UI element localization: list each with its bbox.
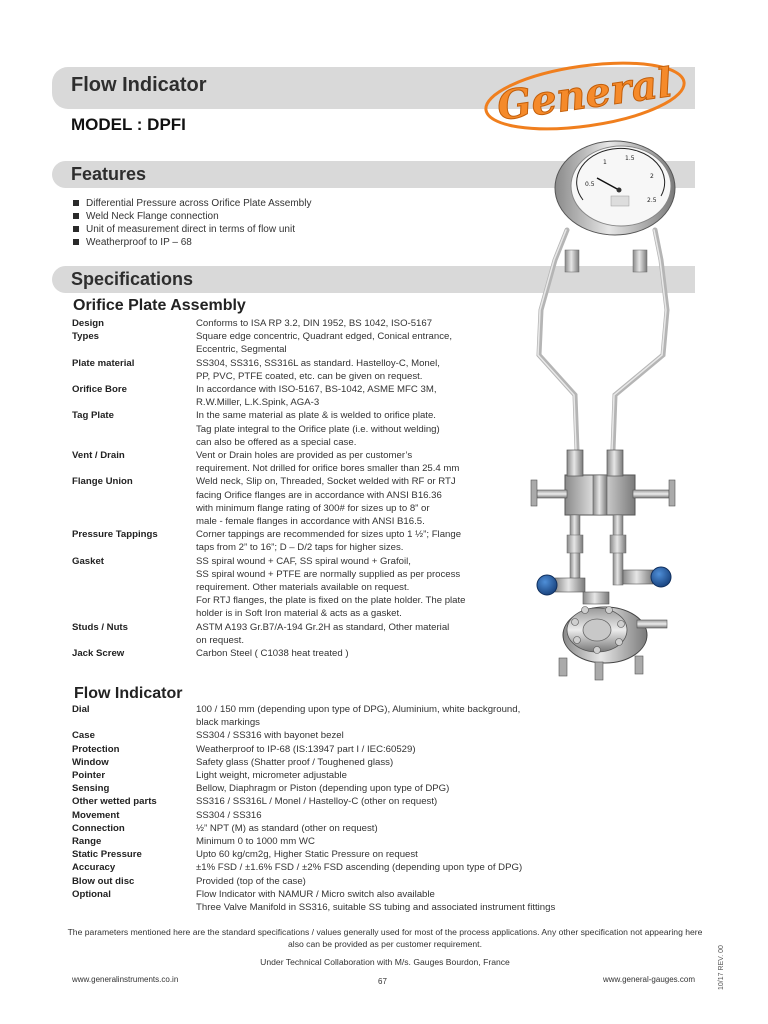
spec-row — [72, 409, 512, 449]
spec-value: Square edge concentric, Quadrant edged, Conical entrance, Eccentric, Segmental — [196, 331, 453, 356]
valve-handwheel — [623, 567, 671, 587]
gauge-tick: 2 — [650, 173, 654, 180]
spec-label: Pointer — [72, 770, 106, 782]
spec-label: Protection — [72, 743, 120, 755]
spec-value: ASTM A193 Gr.B7/A-194 Gr.2H as standard, Other material on request. — [196, 621, 450, 646]
spec-value: SS316 / SS316L / Monel / Hastelloy-C (other on request) — [196, 796, 438, 808]
spec-row — [72, 848, 592, 861]
spec-value: Provided (top of the case) — [196, 875, 306, 887]
spec-row — [72, 743, 592, 756]
spec-value: In accordance with ISO-5167, BS-1042, ASME MFC 3M, R.W.Miller, L.K.Spink, AGA-3 — [196, 384, 437, 409]
spec-row — [72, 888, 592, 914]
gauge-tick: 1.5 — [625, 155, 635, 162]
spec-value: Weatherproof to IP-68 (IS:13947 part I / IEC:60529) — [196, 743, 416, 755]
spec-row — [72, 809, 592, 822]
spec-row — [72, 756, 592, 769]
spec-row — [72, 835, 592, 848]
gauge-tick: 0.5 — [585, 181, 595, 188]
revision-label: 10/17 REV. 00 — [718, 945, 725, 990]
spec-value: ½” NPT (M) as standard (other on request) — [196, 822, 378, 834]
impulse-tubing — [539, 230, 667, 450]
spec-label: Studs / Nuts — [72, 621, 128, 633]
spec-label: Other wetted parts — [72, 796, 157, 808]
spec-row — [72, 528, 512, 554]
spec-label: Window — [72, 756, 109, 768]
spec-row — [72, 475, 512, 528]
spec-value: Corner tappings are recommended for sizes upto 1 ½”; Flange taps from 2” to 16”; D – D/2 taps for higher sizes. — [196, 529, 462, 554]
spec-row — [72, 647, 512, 660]
spec-label: Flange Union — [72, 476, 133, 488]
spec-label: Connection — [72, 822, 125, 834]
logo-text: General — [494, 58, 676, 131]
spec-value: ±1% FSD / ±1.6% FSD / ±2% FSD ascending (depending upon type of DPG) — [196, 862, 523, 874]
feature-item: Weatherproof to IP – 68 — [72, 236, 311, 249]
spec-value: Minimum 0 to 1000 mm WC — [196, 836, 315, 848]
features-list — [72, 197, 311, 249]
spec-row — [72, 357, 512, 383]
feature-item: Weld Neck Flange connection — [72, 210, 311, 223]
spec-row — [72, 703, 592, 729]
page-number: 67 — [378, 977, 387, 986]
general-logo — [478, 56, 692, 138]
footer-right-url[interactable]: www.general-gauges.com — [602, 975, 695, 984]
spec-row — [72, 769, 592, 782]
spec-value: SS304, SS316, SS316L as standard. Hastelloy-C, Monel, PP, PVC, PTFE coated, etc. can be given on request. — [196, 357, 440, 382]
flow-indicator-product-image — [515, 140, 695, 700]
spec-label: Optional — [72, 888, 111, 900]
features-heading: Features — [71, 164, 147, 184]
specifications-heading: Specifications — [71, 269, 194, 289]
spec-label: Static Pressure — [72, 849, 142, 861]
page-title: Flow Indicator — [71, 74, 207, 96]
spec-label: Types — [72, 331, 100, 343]
spec-label: Range — [72, 836, 102, 848]
spec-value: Flow Indicator with NAMUR / Micro switch also available Three Valve Manifold in SS316, suitable SS tubing and associated instrument fittings — [196, 888, 556, 914]
spec-value: SS304 / SS316 — [196, 809, 262, 821]
spec-value: In the same material as plate & is welded to orifice plate. Tag plate integral to the Orifice plate (i.e. without welding) can also be offered as a special case. — [196, 410, 440, 448]
spec-row — [72, 449, 512, 475]
spec-label: Movement — [72, 809, 120, 821]
model-label: MODEL : DPFI — [71, 115, 186, 134]
flow-spec-table — [72, 703, 592, 914]
spec-label: Tag Plate — [72, 410, 114, 422]
spec-label: Design — [72, 318, 104, 329]
spec-value: Vent or Drain holes are provided as per customer’s requirement. Not drilled for orifice bores smaller than 25.4 mm — [196, 450, 460, 475]
spec-value: Carbon Steel ( C1038 heat treated ) — [196, 648, 349, 660]
three-valve-manifold — [531, 450, 675, 515]
spec-label: Pressure Tappings — [72, 529, 158, 541]
gauge-tick: 1 — [603, 159, 607, 166]
spec-label: Case — [72, 730, 95, 742]
spec-value: Conforms to ISA RP 3.2, DIN 1952, BS 1042, ISO-5167 — [196, 318, 433, 329]
spec-row — [72, 621, 512, 647]
flow-indicator-heading: Flow Indicator — [74, 685, 183, 702]
pressure-gauge — [555, 141, 675, 235]
spec-label: Blow out disc — [72, 875, 135, 887]
spec-row — [72, 317, 512, 330]
spec-label: Gasket — [72, 555, 104, 567]
spec-row — [72, 822, 592, 835]
spec-value: Bellow, Diaphragm or Piston (depending upon type of DPG) — [196, 783, 450, 795]
spec-row — [72, 782, 592, 795]
orifice-spec-table — [72, 317, 512, 660]
spec-label: Sensing — [72, 783, 110, 795]
spec-label: Accuracy — [72, 862, 116, 874]
spec-value: Weld neck, Slip on, Threaded, Socket welded with RF or RTJ facing Orifice flanges are in accordance with ANSI B16.36 with minimum flange rating of 300# for sizes up to 8” or male - female flanges in accordance with ANSI B16.5. — [196, 476, 456, 528]
spec-row — [72, 861, 592, 874]
spec-value: Safety glass (Shatter proof / Toughened glass) — [196, 756, 394, 768]
disclaimer-note: The parameters mentioned here are the standard specifications / values generally used for most of the process applications. Any other specification not appearing here also can be provided as per customer requirement. — [67, 927, 703, 949]
gauge-tick: 2.5 — [647, 197, 657, 204]
spec-label: Vent / Drain — [72, 450, 125, 462]
spec-row — [72, 330, 512, 356]
spec-label: Dial — [72, 704, 90, 715]
spec-row — [72, 729, 592, 742]
spec-row — [72, 875, 592, 888]
spec-value: Light weight, micrometer adjustable — [196, 770, 347, 782]
spec-value: SS304 / SS316 with bayonet bezel — [196, 730, 344, 742]
valve-handwheel — [537, 575, 585, 595]
spec-value: SS spiral wound + CAF, SS spiral wound + Grafoil, SS spiral wound + PTFE are normally supplied as per process requirement. Other materials available on request. For RTJ flanges, the plate is fixed on the plate holder. The plate holder is in Soft Iron material & acts as a gasket. — [196, 555, 466, 620]
spec-label: Jack Screw — [72, 648, 125, 660]
spec-value: Upto 60 kg/cm2g, Higher Static Pressure on request — [196, 849, 418, 861]
spec-label: Plate material — [72, 357, 135, 369]
feature-item: Unit of measurement direct in terms of flow unit — [72, 223, 311, 236]
spec-row — [72, 795, 592, 808]
orifice-flange-assembly — [559, 592, 667, 680]
spec-row — [72, 383, 512, 409]
spec-label: Orifice Bore — [72, 384, 127, 396]
footer-left-url[interactable]: www.generalinstruments.co.in — [72, 975, 179, 984]
feature-item: Differential Pressure across Orifice Plate Assembly — [72, 197, 311, 210]
orifice-heading: Orifice Plate Assembly — [73, 297, 246, 314]
spec-value: 100 / 150 mm (depending upon type of DPG), Aluminium, white background, black markings — [196, 704, 521, 729]
spec-row — [72, 555, 512, 621]
collaboration-note: Under Technical Collaboration with M/s. Gauges Bourdon, France — [260, 957, 510, 967]
